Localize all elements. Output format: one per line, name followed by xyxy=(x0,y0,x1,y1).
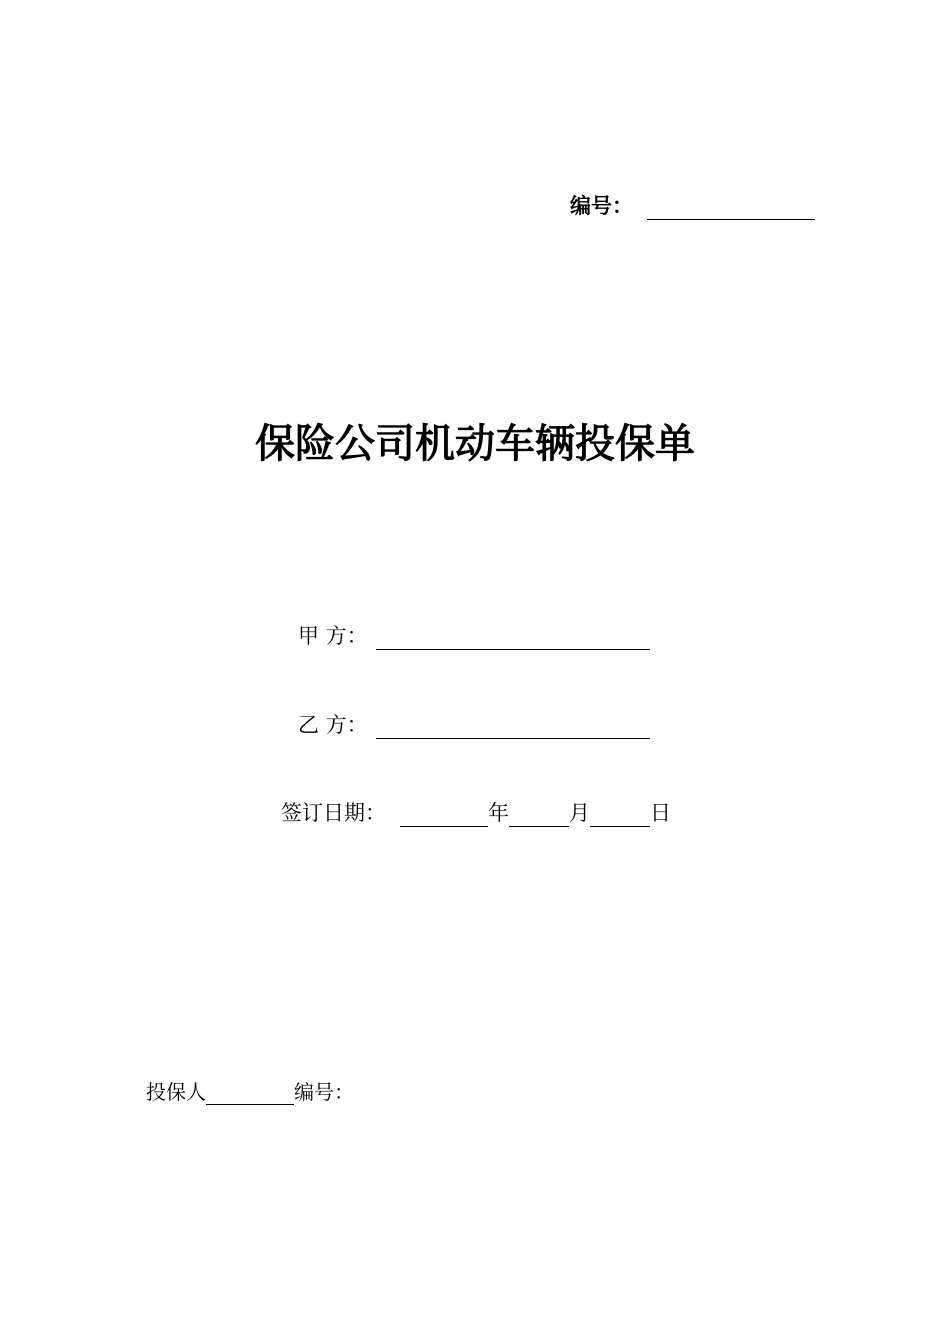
party-b-field[interactable] xyxy=(376,716,650,739)
signing-date-label: 签订日期： xyxy=(281,801,386,825)
footer-number-label: 编号： xyxy=(294,1080,354,1104)
year-field[interactable] xyxy=(400,804,488,827)
party-a-row xyxy=(298,620,650,650)
document-number-field[interactable] xyxy=(647,197,815,220)
footer-row xyxy=(146,1076,354,1105)
party-b-row xyxy=(298,709,650,739)
document-number-label: 编号： xyxy=(570,194,633,218)
month-label: 月 xyxy=(569,801,590,825)
insured-label: 投保人 xyxy=(146,1080,206,1104)
insured-field[interactable] xyxy=(206,1084,294,1105)
day-label: 日 xyxy=(650,801,671,825)
signing-date-row xyxy=(281,797,671,827)
party-a-label: 甲 方： xyxy=(298,624,368,648)
day-field[interactable] xyxy=(590,804,650,827)
month-field[interactable] xyxy=(509,804,569,827)
party-b-label: 乙 方： xyxy=(298,713,368,737)
document-title: 保险公司机动车辆投保单 xyxy=(255,421,695,467)
document-number xyxy=(570,190,815,220)
party-a-field[interactable] xyxy=(376,627,650,650)
year-label: 年 xyxy=(488,801,509,825)
